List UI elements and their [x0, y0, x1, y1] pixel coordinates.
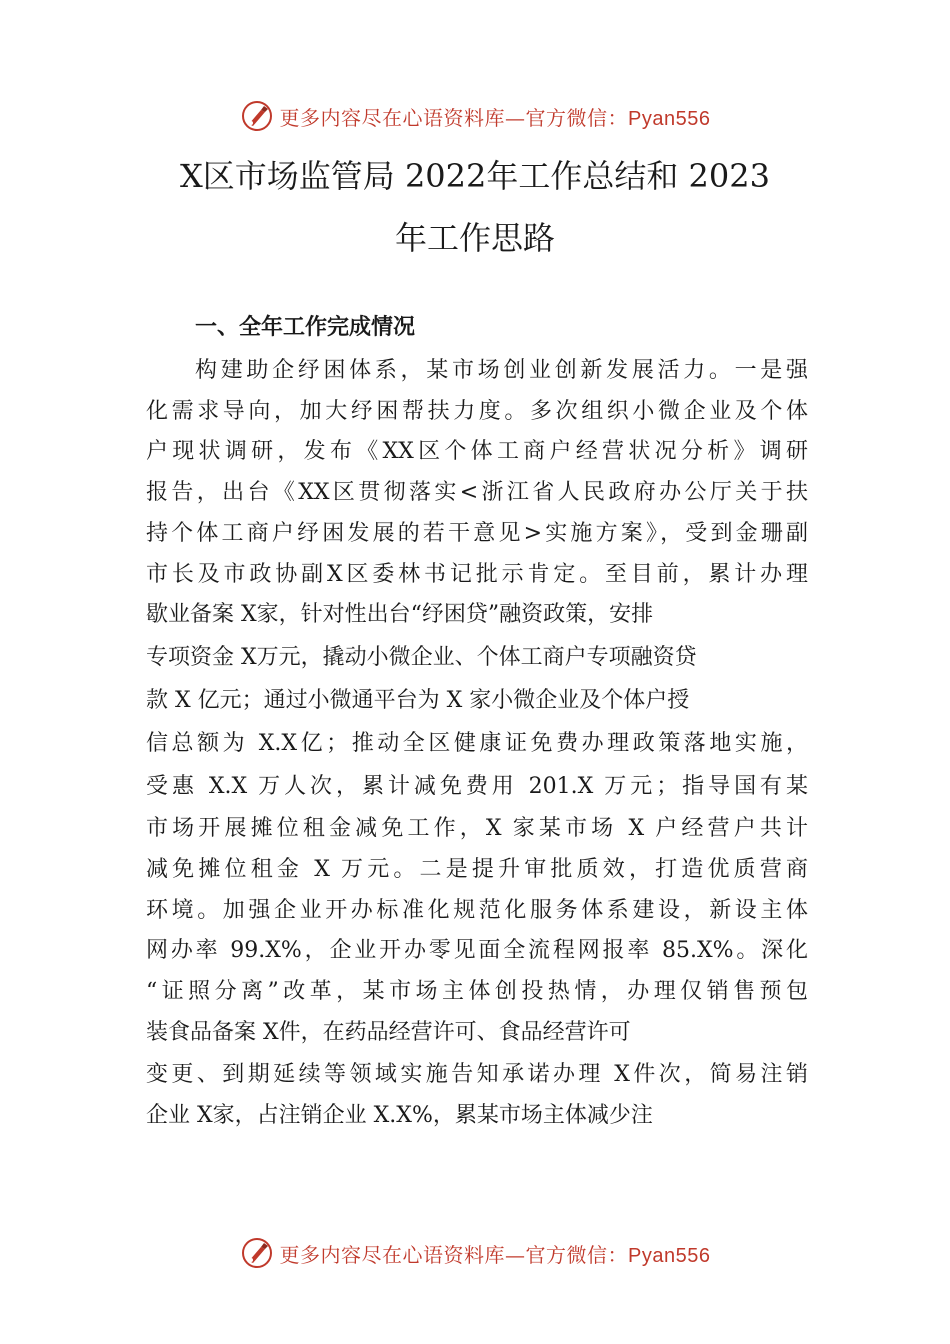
paragraph-line: 环境。加强企业开办标准化规范化服务体系建设，新设主体 [146, 898, 808, 923]
paragraph-line: 减免摊位租金 X 万元。二是提升审批质效，打造优质营商 [146, 857, 808, 882]
watermark-text: 更多内容尽在心语资料库—官方微信：Pyan556 [279, 1242, 711, 1267]
paragraph-line: 网办率 99.X%，企业开办零见面全流程网报率 85.X%。深化 [146, 938, 808, 963]
footer-watermark [0, 1233, 950, 1273]
paragraph-line: 信总额为 X.X亿；推动全区健康证免费办理政策落地实施， [146, 731, 808, 756]
paragraph-line: “证照分离”改革，某市场主体创投热情，办理仅销售预包 [146, 979, 808, 1004]
header-watermark [0, 96, 950, 136]
paragraph-line: 款 X 亿元；通过小微通平台为 X 家小微企业及个体户授 [146, 688, 690, 713]
paragraph-line: 持个体工商户纾困发展的若干意见>实施方案》，受到金珊副 [146, 521, 808, 546]
paragraph-line: 报告，出台《XX区贯彻落实<浙江省人民政府办公厅关于扶 [146, 480, 808, 505]
paragraph-line: 歇业备案 X家，针对性出台“纾困贷”融资政策，安排 [146, 602, 654, 627]
paragraph-line: 户现状调研，发布《XX区个体工商户经营状况分析》调研 [146, 439, 808, 464]
paragraph-line: 企业 X家，占注销企业 X.X%，累某市场主体减少注 [146, 1103, 653, 1128]
section-heading: 一、全年工作完成情况 [195, 315, 416, 340]
paragraph-line: 市场开展摊位租金减免工作，X 家某市场 X 户经营户共计 [146, 816, 808, 841]
paragraph-line: 受惠 X.X 万人次，累计减免费用 201.X 万元；指导国有某 [146, 774, 808, 799]
paragraph-line: 装食品备案 X件，在药品经营许可、食品经营许可 [146, 1020, 631, 1045]
paragraph-line: 变更、到期延续等领域实施告知承诺办理 X件次，简易注销 [146, 1062, 808, 1087]
watermark-text: 更多内容尽在心语资料库—官方微信：Pyan556 [279, 105, 711, 130]
paragraph-line: 市长及市政协副X区委林书记批示肯定。至目前，累计办理 [146, 562, 808, 587]
pen-nib-logo-icon [240, 1236, 274, 1270]
paragraph-line: 构建助企纾困体系，某市场创业创新发展活力。一是强 [195, 358, 808, 383]
pen-nib-logo-icon [240, 99, 274, 133]
paragraph-line: 化需求导向，加大纾困帮扶力度。多次组织小微企业及个体 [146, 399, 808, 424]
document-title-line-2: 年工作思路 [394, 219, 555, 257]
document-title-line-1: X区市场监管局 2022年工作总结和 2023 [179, 157, 770, 195]
paragraph-line: 专项资金 X万元，撬动小微企业、个体工商户专项融资贷 [146, 645, 697, 670]
